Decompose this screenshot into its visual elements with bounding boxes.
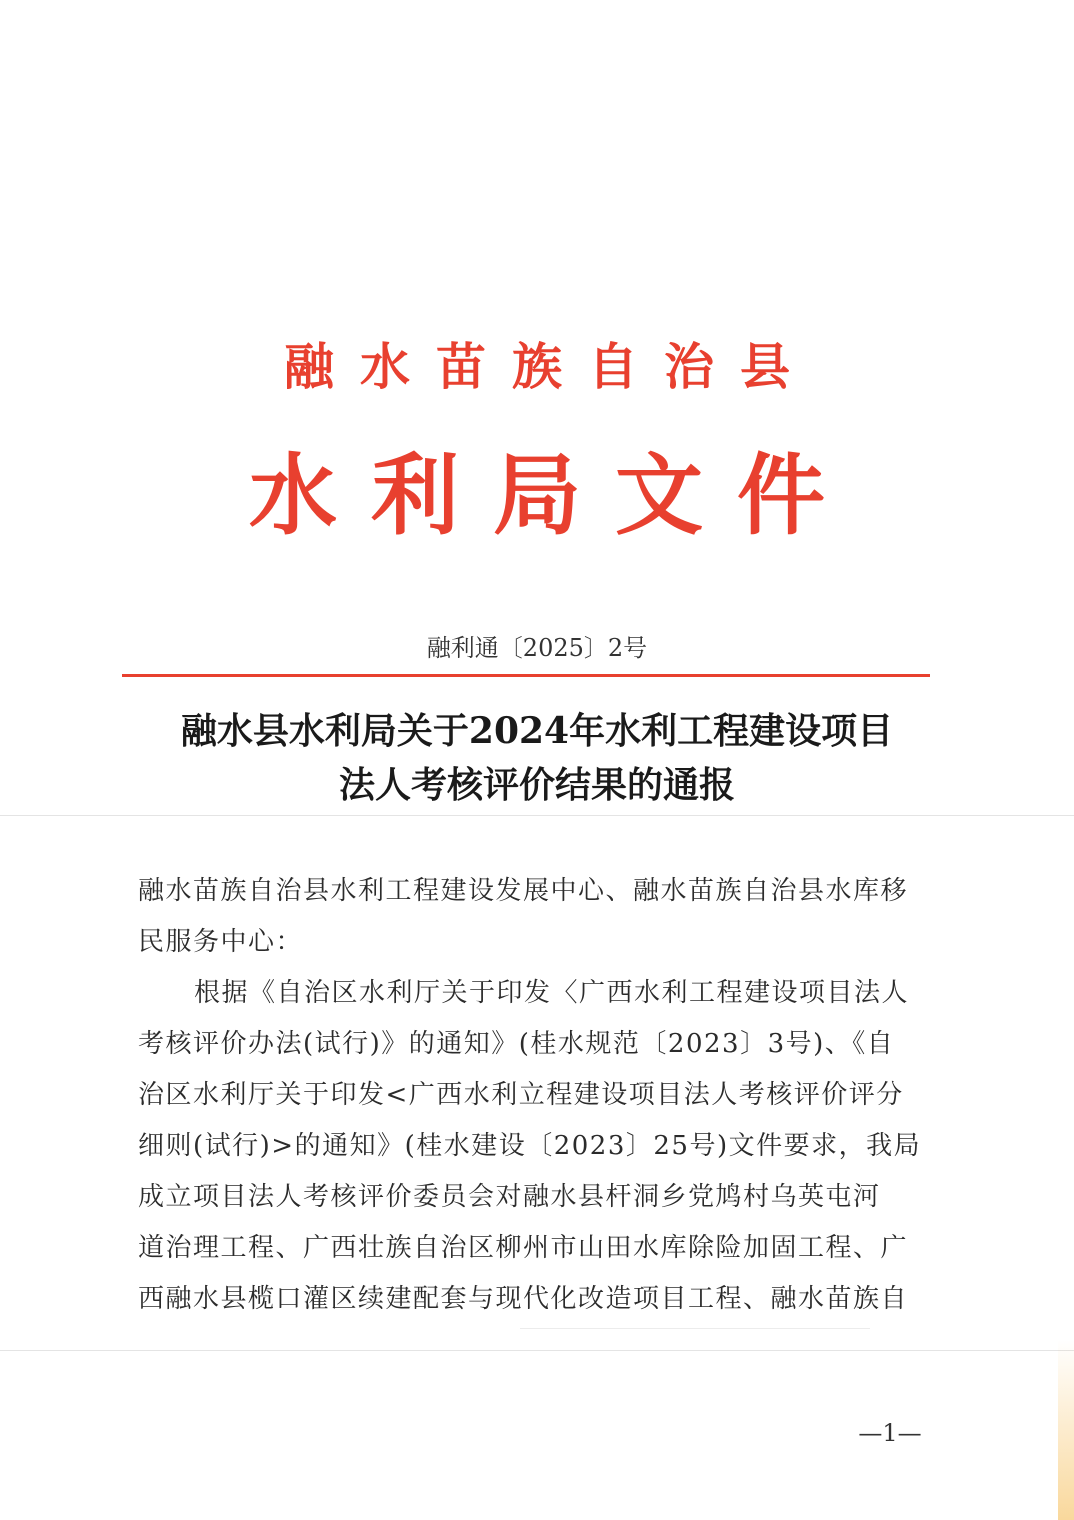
body-line-6: 细则(试行)>的通知》(桂水建设〔2023〕25号)文件要求，我局 (138, 1131, 922, 1161)
scan-edge-tint (1058, 1340, 1074, 1520)
body-line-8: 道治理工程、广西壮族自治区柳州市山田水库除险加固工程、广 (138, 1233, 909, 1263)
title-line-1: 融水县水利局关于2024年水利工程建设项目 (180, 710, 894, 752)
body-line-7: 成立项目法人考核评价委员会对融水县杆洞乡党鸠村乌英屯河 (138, 1182, 881, 1212)
scan-fold-line (0, 1350, 1074, 1351)
scan-crease-line (0, 815, 1074, 816)
body-line-2: 民服务中心： (138, 927, 304, 957)
body-line-3: 根据《自治区水利厅关于印发〈广西水利工程建设项目法人 (194, 978, 910, 1008)
page-number: —1— (858, 1419, 922, 1447)
red-divider-line (122, 674, 930, 677)
title-line-2: 法人考核评价结果的通报 (338, 764, 735, 806)
body-line-5: 治区水利厅关于印发<广西水利立程建设项目法人考核评价评分 (138, 1080, 904, 1110)
document-body (138, 866, 938, 1325)
issuer-name: 融水苗族自治县 (284, 337, 816, 396)
body-line-1: 融水苗族自治县水利工程建设发展中心、融水苗族自治县水库移 (138, 876, 909, 906)
document-title (120, 704, 954, 812)
body-line-4: 考核评价办法(试行)》的通知》(桂水规范〔2023〕3号)、《自 (138, 1029, 895, 1059)
document-number: 融利通〔2025〕2号 (426, 634, 648, 662)
body-line-9: 西融水县榄口灌区续建配套与现代化改造项目工程、融水苗族自 (138, 1284, 909, 1314)
faint-underline (520, 1328, 870, 1329)
document-header-title: 水利局文件 (248, 443, 859, 547)
